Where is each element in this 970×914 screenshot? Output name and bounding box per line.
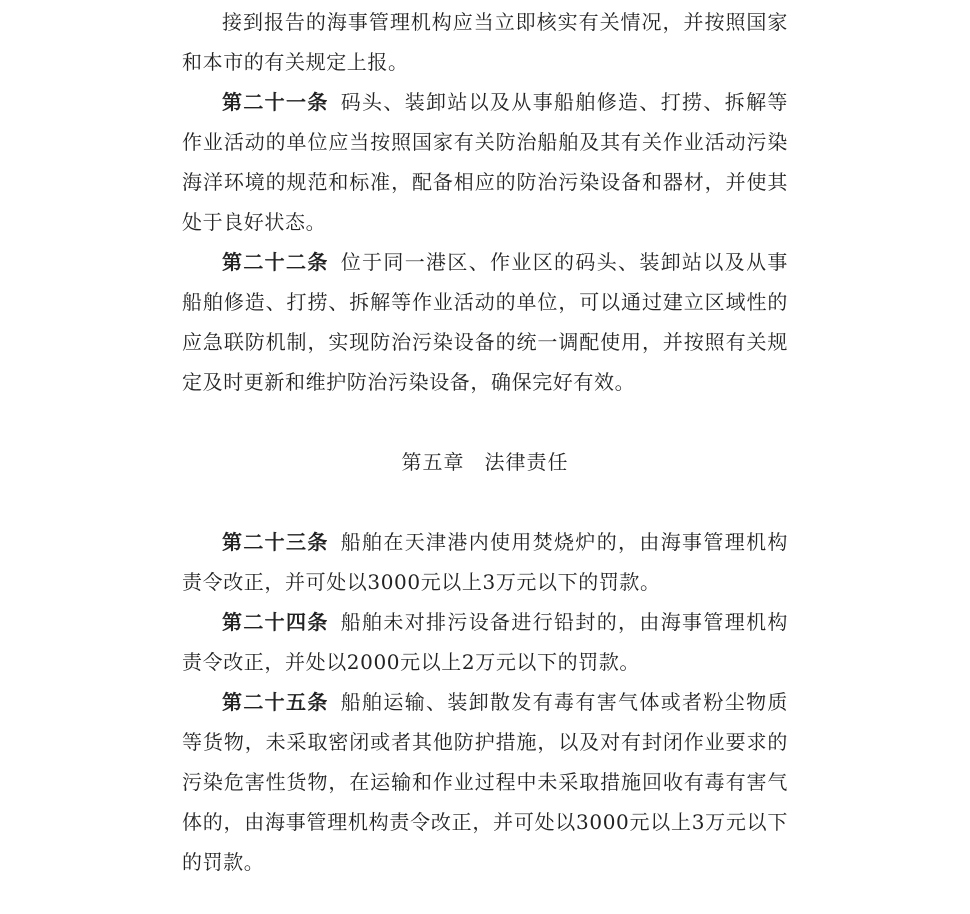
article-number: 第二十五条: [222, 690, 329, 714]
paragraph-text: 接到报告的海事管理机构应当立即核实有关情况，并按照国家和本市的有关规定上报。: [182, 10, 788, 74]
article-text: 码头、装卸站以及从事船舶修造、打捞、拆解等作业活动的单位应当按照国家有关防治船舶及其有关作业活动污染海洋环境的规范和标准，配备相应的防治污染设备和器材，并使其处于良好状态。: [182, 90, 788, 234]
chapter-number: 第五章: [401, 450, 465, 474]
article-24: [182, 602, 788, 682]
article-25: [182, 682, 788, 882]
document-page: [182, 2, 788, 882]
article-text: 船舶未对排污设备进行铅封的，由海事管理机构责令改正，并处以2000元以上2万元以下的罚款。: [182, 610, 788, 674]
article-22: [182, 242, 788, 402]
chapter-name: 法律责任: [484, 450, 569, 474]
article-text: 位于同一港区、作业区的码头、装卸站以及从事船舶修造、打捞、拆解等作业活动的单位，可以通过建立区域性的应急联防机制，实现防治污染设备的统一调配使用，并按照有关规定及时更新和维护防治污染设备，确保完好有效。: [182, 250, 788, 394]
article-21: [182, 82, 788, 242]
paragraph-report-verification: [182, 2, 788, 82]
article-text: 船舶在天津港内使用焚烧炉的，由海事管理机构责令改正，并可处以3000元以上3万元以下的罚款。: [182, 530, 788, 594]
article-number: 第二十四条: [222, 610, 329, 634]
article-text: 船舶运输、装卸散发有毒有害气体或者粉尘物质等货物，未采取密闭或者其他防护措施，以及对有封闭作业要求的污染危害性货物，在运输和作业过程中未采取措施回收有毒有害气体的，由海事管理机构责令改正，并可处以3000元以上3万元以下的罚款。: [182, 690, 788, 874]
chapter-heading: [182, 442, 788, 482]
article-23: [182, 522, 788, 602]
article-number: 第二十二条: [222, 250, 329, 274]
article-number: 第二十一条: [222, 90, 329, 114]
article-number: 第二十三条: [222, 530, 329, 554]
